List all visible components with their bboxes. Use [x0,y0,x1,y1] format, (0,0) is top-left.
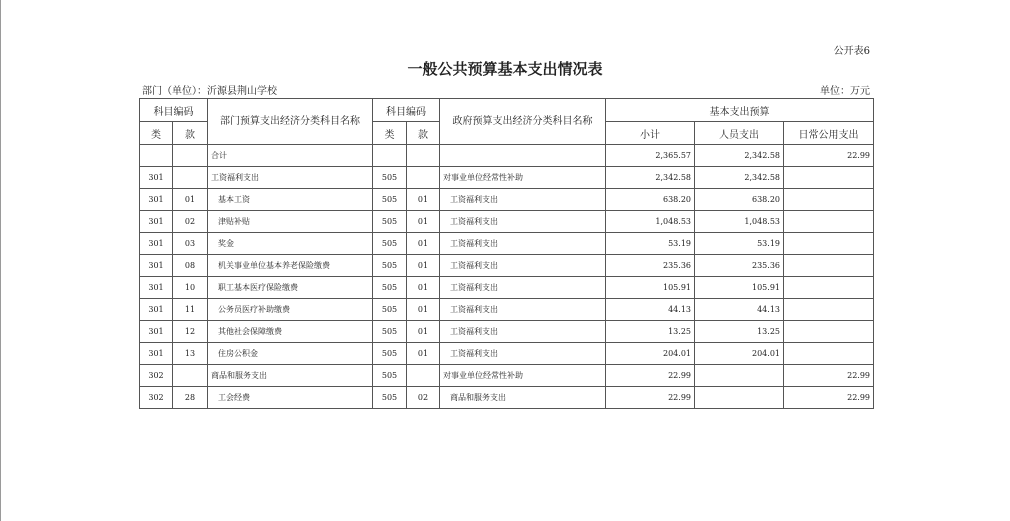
cell-gov-name: 工资福利支出 [440,233,606,255]
cell-public [784,167,874,189]
cell-gov-name: 工资福利支出 [440,321,606,343]
cell-public: 22.99 [784,365,874,387]
cell-kuan: 28 [173,387,208,409]
cell-kuan [173,145,208,167]
cell-name: 住房公积金 [208,343,373,365]
cell-public [784,343,874,365]
cell-name: 工资福利支出 [208,167,373,189]
cell-gov-name: 工资福利支出 [440,343,606,365]
cell-name: 职工基本医疗保险缴费 [208,277,373,299]
cell-personnel: 2,342.58 [695,167,784,189]
cell-kuan: 08 [173,255,208,277]
cell-personnel: 1,048.53 [695,211,784,233]
cell-gov-name: 工资福利支出 [440,189,606,211]
cell-gov-kuan: 01 [407,343,440,365]
cell-lei: 301 [140,233,173,255]
cell-name: 其他社会保障缴费 [208,321,373,343]
cell-gov-name: 工资福利支出 [440,277,606,299]
cell-personnel: 204.01 [695,343,784,365]
cell-personnel [695,365,784,387]
cell-gov-lei: 505 [373,211,407,233]
cell-gov-kuan: 01 [407,255,440,277]
header-gov-code: 科目编码 [373,99,440,122]
cell-public [784,189,874,211]
cell-gov-lei: 505 [373,167,407,189]
cell-personnel: 13.25 [695,321,784,343]
cell-subtotal: 2,365.57 [606,145,695,167]
table-row [140,233,874,255]
cell-name: 工会经费 [208,387,373,409]
table-row [140,365,874,387]
cell-subtotal: 44.13 [606,299,695,321]
cell-name: 奖金 [208,233,373,255]
cell-gov-kuan [407,365,440,387]
cell-gov-lei: 505 [373,189,407,211]
header-dept-name: 部门预算支出经济分类科目名称 [208,99,373,145]
cell-kuan: 12 [173,321,208,343]
cell-lei: 301 [140,211,173,233]
cell-personnel: 638.20 [695,189,784,211]
table-row [140,321,874,343]
cell-gov-kuan [407,167,440,189]
cell-gov-kuan: 01 [407,321,440,343]
cell-name: 合计 [208,145,373,167]
cell-lei: 301 [140,189,173,211]
cell-kuan: 11 [173,299,208,321]
cell-gov-kuan: 01 [407,277,440,299]
table-row [140,343,874,365]
header-subject-code: 科目编码 [140,99,208,122]
cell-name: 津贴补贴 [208,211,373,233]
cell-lei: 301 [140,277,173,299]
header-kuan: 款 [173,122,208,145]
cell-personnel: 44.13 [695,299,784,321]
cell-subtotal: 204.01 [606,343,695,365]
cell-subtotal: 105.91 [606,277,695,299]
department-label: 部门（单位）：沂源县荆山学校 [142,86,277,97]
table-row [140,277,874,299]
table-row-total [140,145,874,167]
cell-public [784,233,874,255]
cell-name: 商品和服务支出 [208,365,373,387]
cell-gov-name: 对事业单位经常性补助 [440,365,606,387]
cell-kuan: 13 [173,343,208,365]
header-lei: 类 [140,122,173,145]
table-row [140,299,874,321]
cell-personnel: 2,342.58 [695,145,784,167]
cell-gov-lei: 505 [373,343,407,365]
cell-lei: 301 [140,343,173,365]
cell-gov-lei: 505 [373,277,407,299]
cell-gov-kuan: 01 [407,211,440,233]
cell-public: 22.99 [784,145,874,167]
table-row [140,211,874,233]
cell-gov-kuan: 02 [407,387,440,409]
cell-public [784,299,874,321]
page-title: 一般公共预算基本支出情况表 [407,60,603,78]
cell-lei: 302 [140,365,173,387]
cell-kuan: 10 [173,277,208,299]
cell-lei: 301 [140,299,173,321]
cell-kuan: 03 [173,233,208,255]
header-public: 日常公用支出 [784,122,874,145]
budget-table [139,98,874,409]
cell-subtotal: 22.99 [606,365,695,387]
cell-gov-name: 对事业单位经常性补助 [440,167,606,189]
cell-gov-kuan [407,145,440,167]
form-number: 公开表6 [833,46,870,57]
cell-gov-name [440,145,606,167]
cell-personnel: 53.19 [695,233,784,255]
header-subtotal: 小计 [606,122,695,145]
cell-gov-kuan: 01 [407,299,440,321]
header-gov-lei: 类 [373,122,407,145]
cell-personnel: 105.91 [695,277,784,299]
cell-name: 机关事业单位基本养老保险缴费 [208,255,373,277]
cell-personnel [695,387,784,409]
cell-public [784,277,874,299]
cell-kuan: 01 [173,189,208,211]
cell-gov-name: 工资福利支出 [440,299,606,321]
cell-kuan [173,365,208,387]
cell-name: 公务员医疗补助缴费 [208,299,373,321]
cell-public [784,211,874,233]
cell-gov-lei: 505 [373,365,407,387]
cell-gov-lei: 505 [373,321,407,343]
cell-gov-lei: 505 [373,299,407,321]
cell-lei: 301 [140,167,173,189]
cell-kuan [173,167,208,189]
cell-name: 基本工资 [208,189,373,211]
cell-lei: 301 [140,255,173,277]
cell-gov-name: 工资福利支出 [440,255,606,277]
cell-lei [140,145,173,167]
cell-public: 22.99 [784,387,874,409]
header-personnel: 人员支出 [695,122,784,145]
cell-gov-lei [373,145,407,167]
cell-subtotal: 2,342.58 [606,167,695,189]
cell-subtotal: 1,048.53 [606,211,695,233]
header-gov-name: 政府预算支出经济分类科目名称 [440,99,606,145]
header-basic-budget: 基本支出预算 [606,99,874,122]
cell-subtotal: 235.36 [606,255,695,277]
cell-kuan: 02 [173,211,208,233]
header-gov-kuan: 款 [407,122,440,145]
cell-gov-kuan: 01 [407,189,440,211]
table-row [140,167,874,189]
table-row [140,189,874,211]
cell-subtotal: 638.20 [606,189,695,211]
cell-subtotal: 13.25 [606,321,695,343]
cell-gov-name: 工资福利支出 [440,211,606,233]
cell-public [784,255,874,277]
table-row [140,387,874,409]
unit-label: 单位：万元 [820,86,870,97]
cell-gov-name: 商品和服务支出 [440,387,606,409]
cell-gov-kuan: 01 [407,233,440,255]
cell-gov-lei: 505 [373,233,407,255]
cell-gov-lei: 505 [373,255,407,277]
cell-public [784,321,874,343]
cell-gov-lei: 505 [373,387,407,409]
cell-subtotal: 53.19 [606,233,695,255]
cell-subtotal: 22.99 [606,387,695,409]
cell-lei: 302 [140,387,173,409]
cell-lei: 301 [140,321,173,343]
cell-personnel: 235.36 [695,255,784,277]
table-row [140,255,874,277]
